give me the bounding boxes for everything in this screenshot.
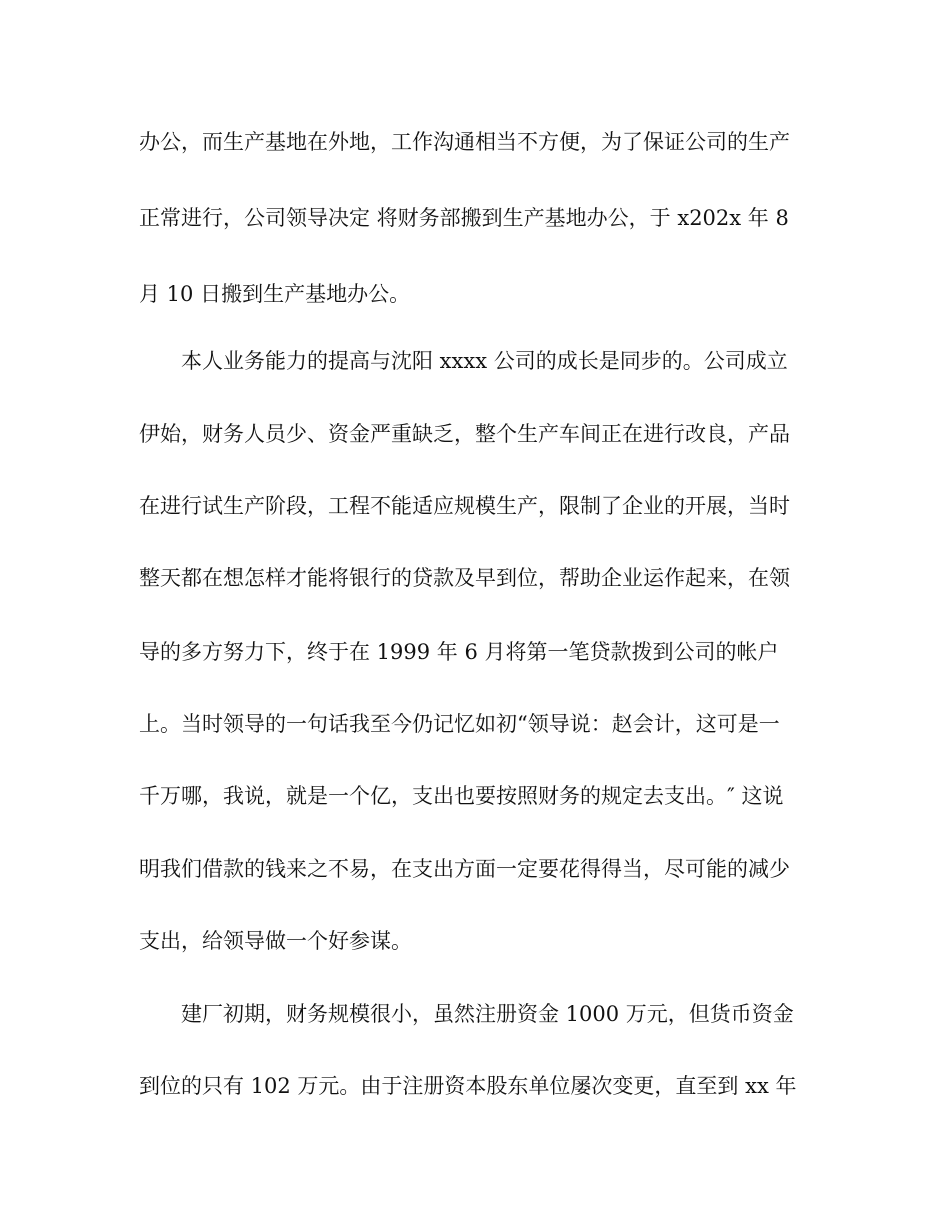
paragraph-start-line: 本人业务能力的提高与沈阳 xxxx 公司的成长是同步的。公司成立 — [181, 349, 788, 373]
text-line: 月 10 日搬到生产基地办公。 — [139, 282, 411, 306]
paragraph-start-line: 建厂初期，财务规模很小，虽然注册资金 1000 万元，但货币资金 — [181, 1002, 794, 1026]
text-line: 整天都在想怎样才能将银行的贷款及早到位，帮助企业运作起来，在领 — [139, 566, 790, 590]
text-line: 导的多方努力下，终于在 1999 年 6 月将第一笔贷款拨到公司的帐户 — [139, 640, 779, 664]
text-line: 上。当时领导的一句话我至今仍记忆如初“领导说：赵会计，这可是一 — [139, 712, 780, 736]
text-line: 明我们借款的钱来之不易，在支出方面一定要花得得当，尽可能的减少 — [139, 857, 790, 881]
text-line: 千万哪，我说，就是一个亿，支出也要按照财务的规定去支出。″ 这说 — [139, 784, 784, 808]
text-line: 在进行试生产阶段，工程不能适应规模生产，限制了企业的开展，当时 — [139, 494, 790, 518]
text-line: 到位的只有 102 万元。由于注册资本股东单位屡次变更，直至到 xx 年 — [139, 1074, 797, 1098]
text-line: 办公，而生产基地在外地，工作沟通相当不方便，为了保证公司的生产 — [139, 130, 790, 154]
text-line: 支出，给领导做一个好参谋。 — [139, 929, 412, 953]
text-line: 正常进行，公司领导决定 将财务部搬到生产基地办公，于 x202x 年 8 — [139, 206, 789, 230]
text-line: 伊始，财务人员少、资金严重缺乏，整个生产车间正在进行改良，产品 — [139, 422, 790, 446]
